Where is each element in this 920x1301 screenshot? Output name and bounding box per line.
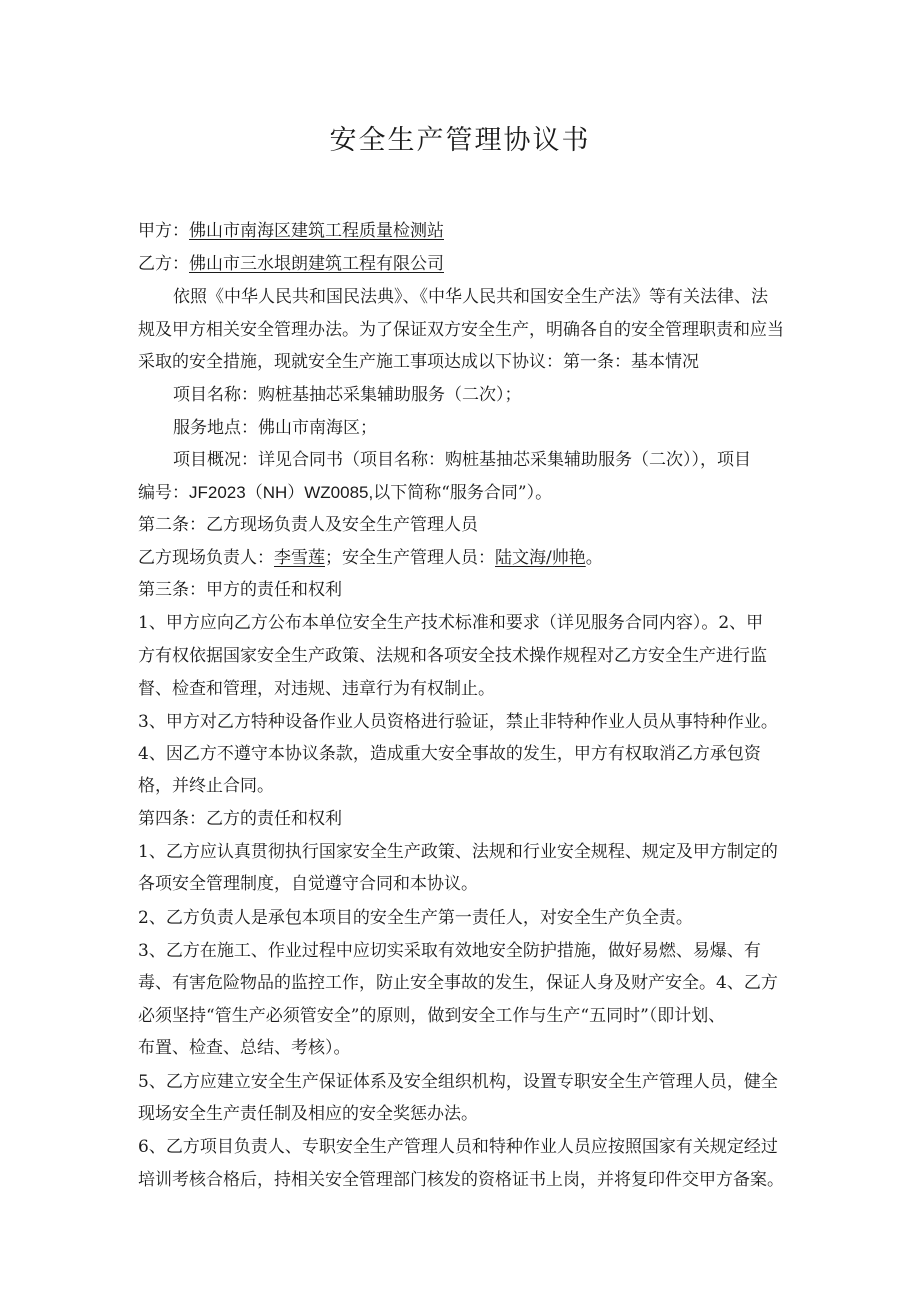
article-3-line: 督、检查和管理，对违规、违章行为有权制止。	[138, 679, 495, 699]
article-4-line: 5、乙方应建立安全生产保证体系及安全组织机构，设置专职安全生产管理人员，健全	[138, 1072, 778, 1092]
safety-manager-label: ；安全生产管理人员：	[325, 548, 495, 568]
project-number-label: 编号：	[138, 483, 189, 503]
intro-line: 依照《中华人民共和国民法典》、《中华人民共和国安全生产法》等有关法律、法	[173, 287, 768, 307]
service-location-line: 服务地点：佛山市南海区；	[173, 418, 377, 438]
document-title: 安全生产管理协议书	[329, 125, 591, 156]
party-b-name: 佛山市三水垠朗建筑工程有限公司	[189, 254, 444, 274]
article-4-line: 各项安全管理制度，自觉遵守合同和本协议。	[138, 874, 478, 894]
safety-manager-names: 陆文海/帅艳	[495, 548, 586, 568]
party-b-line	[138, 248, 444, 280]
article-3-title: 第三条：甲方的责任和权利	[138, 580, 342, 600]
article-4-line: 6、乙方项目负责人、专职安全生产管理人员和特种作业人员应按照国家有关规定经过	[138, 1137, 778, 1157]
article-3-line: 方有权依据国家安全生产政策、法规和各项安全技术操作规程对乙方安全生产进行监	[138, 646, 767, 666]
party-a-line	[138, 215, 444, 247]
article-2-title: 第二条：乙方现场负责人及安全生产管理人员	[138, 515, 478, 535]
intro-line: 规及甲方相关安全管理办法。为了保证双方安全生产，明确各自的安全管理职责和应当	[138, 320, 784, 340]
article-4-line: 布置、检查、总结、考核）。	[138, 1038, 351, 1058]
article-4-line: 1、乙方应认真贯彻执行国家安全生产政策、法规和行业安全规程、规定及甲方制定的	[138, 842, 778, 862]
article-4-line: 培训考核合格后，持相关安全管理部门核发的资格证书上岗，并将复印件交甲方备案。	[138, 1170, 784, 1190]
party-a-label: 甲方：	[138, 221, 189, 241]
party-b-label: 乙方：	[138, 254, 189, 274]
article-4-line: 必须坚持“管生产必须管安全”的原则，做到安全工作与生产“五同时”（即计划、	[138, 1006, 726, 1026]
article-4-line: 现场安全生产责任制及相应的安全奖惩办法。	[138, 1104, 478, 1124]
party-a-name: 佛山市南海区建筑工程质量检测站	[189, 221, 444, 241]
article-4-title: 第四条：乙方的责任和权利	[138, 809, 342, 829]
project-overview-line: 项目概况：详见合同书（项目名称：购桩基抽芯采集辅助服务（二次）），项目	[173, 450, 751, 470]
project-number-line	[138, 477, 552, 509]
article-3-line: 4、因乙方不遵守本协议条款，造成重大安全事故的发生，甲方有权取消乙方承包资	[138, 744, 761, 764]
article-3-line: 格，并终止合同。	[138, 776, 274, 796]
article-4-line: 3、乙方在施工、作业过程中应切实采取有效地安全防护措施，做好易燃、易爆、有	[138, 941, 761, 961]
article-4-line: 2、乙方负责人是承包本项目的安全生产第一责任人，对安全生产负全责。	[138, 908, 693, 928]
leader-label: 乙方现场负责人：	[138, 548, 274, 568]
project-number-suffix: 以下简称“服务合同”）。	[373, 483, 553, 503]
article-3-line: 3、甲方对乙方特种设备作业人员资格进行验证，禁止非特种作业人员从事特种作业。	[138, 712, 778, 732]
leader-name: 李雪莲	[274, 548, 325, 568]
project-number-code: JF2023（NH）WZ0085,	[189, 483, 374, 502]
project-name-line: 项目名称：购桩基抽芯采集辅助服务（二次）；	[173, 385, 522, 405]
personnel-line	[138, 542, 603, 574]
intro-line: 采取的安全措施，现就安全生产施工事项达成以下协议：第一条：基本情况	[138, 352, 699, 372]
personnel-end: 。	[585, 548, 603, 568]
article-3-line: 1、甲方应向乙方公布本单位安全生产技术标准和要求（详见服务合同内容）。2、甲	[138, 613, 764, 633]
article-4-line: 毒、有害危险物品的监控工作，防止安全事故的发生，保证人身及财产安全。4、乙方	[138, 973, 778, 993]
